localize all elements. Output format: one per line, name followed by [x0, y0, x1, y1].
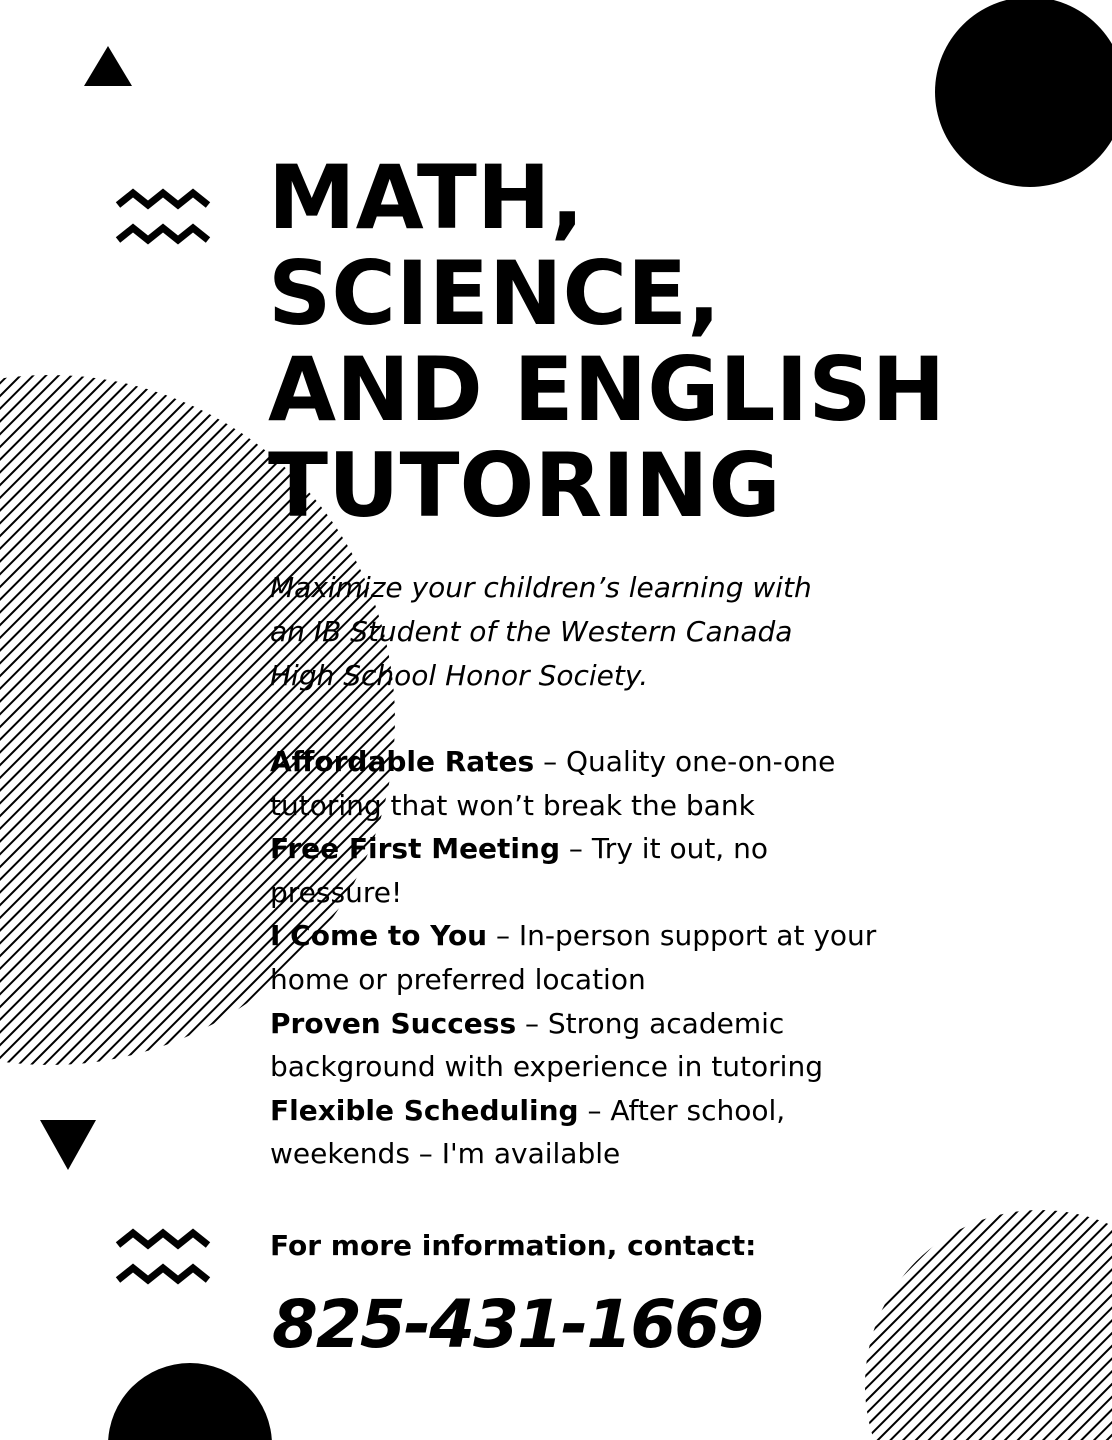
- page-title: [268, 146, 1068, 537]
- title-line: SCIENCE,: [268, 242, 721, 345]
- title-line: TUTORING: [268, 434, 781, 537]
- phone-number: 825-431-1669: [272, 1286, 763, 1363]
- title-line: MATH,: [268, 146, 584, 249]
- feature-label: I Come to You: [270, 919, 488, 953]
- subtitle-line: an IB Student of the Western Canada: [270, 615, 793, 648]
- subtitle-line: Maximize your children’s learning with: [270, 571, 812, 604]
- subtitle: [270, 566, 870, 698]
- zigzag-icon: [118, 1233, 208, 1280]
- triangle-up-icon: [84, 46, 132, 86]
- feature-item: [270, 740, 890, 827]
- feature-text: – Quality one-on-one tutoring that won’t break the bank: [270, 745, 836, 822]
- zigzag-icon: [118, 193, 208, 240]
- feature-text: – After school, weekends – I'm available: [270, 1093, 786, 1171]
- title-line: AND ENGLISH: [268, 338, 946, 441]
- striped-circle-bottom-right: [865, 1210, 1112, 1440]
- feature-label: Proven Success: [270, 1006, 517, 1040]
- bottom-left-semicircle: [108, 1363, 272, 1440]
- feature-item: [270, 1089, 890, 1176]
- triangle-down-icon: [40, 1120, 96, 1170]
- feature-label: Free First Meeting: [270, 832, 561, 866]
- feature-item: [270, 914, 890, 1001]
- feature-label: Flexible Scheduling: [270, 1093, 579, 1127]
- feature-text: – Strong academic background with experience in tutoring: [270, 1006, 823, 1084]
- feature-label: Affordable Rates: [270, 745, 535, 778]
- feature-item: [270, 827, 890, 914]
- feature-text: – In-person support at your home or preferred location: [270, 919, 877, 996]
- feature-item: [270, 1002, 890, 1089]
- feature-list: [270, 740, 890, 1176]
- feature-text: – Try it out, no pressure!: [270, 832, 768, 909]
- contact-label: For more information, contact:: [270, 1229, 757, 1262]
- subtitle-line: High School Honor Society.: [270, 659, 649, 692]
